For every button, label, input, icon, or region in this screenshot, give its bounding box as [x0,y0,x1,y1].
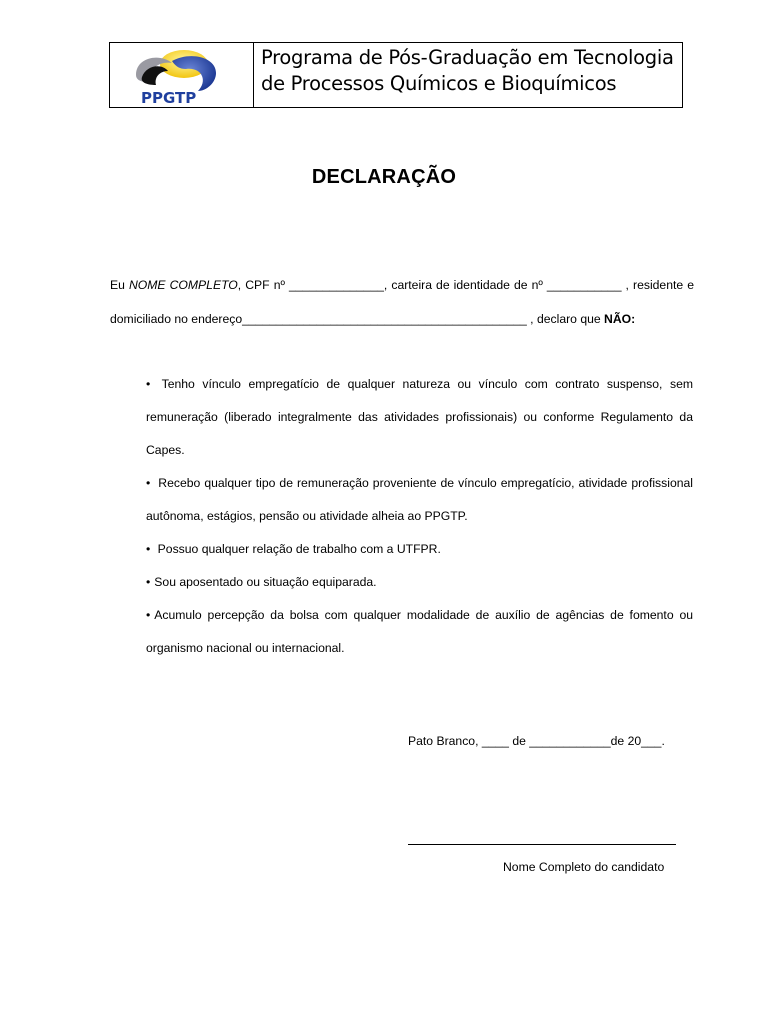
intro-paragraph [110,268,694,336]
date-line: Pato Branco, ____ de ____________de 20___. [408,734,665,748]
ppgtp-logo [132,47,232,107]
signature-line [408,844,676,845]
program-line-1: Programa de Pós-Graduação em Tecnologia [261,46,674,69]
logo-cell [110,43,254,107]
list-item [146,368,693,467]
list-item-text: Sou aposentado ou situação equiparada. [154,575,377,589]
list-item-text: Recebo qualquer tipo de remuneração proveniente de vínculo empregatício, atividade profissional autônoma, estágios, pensão ou atividade alheia ao PPGTP. [146,476,693,523]
declaration-list [146,368,693,665]
intro-eu: Eu [110,278,129,292]
bullet-icon: • [146,575,151,589]
list-item [146,533,693,566]
program-name [254,43,682,107]
intro-nao: NÃO: [604,312,636,326]
list-item [146,599,693,665]
document-header [109,42,683,108]
intro-body: , CPF nº ______________, carteira de identidade de nº ___________ , residente e domiciliado no endereço__________________________________________ , declaro que [110,278,694,326]
list-item [146,467,693,533]
intro-name-placeholder: NOME COMPLETO [128,278,238,292]
logo-text: PPGTP [141,89,197,107]
list-item [146,566,693,599]
document-title: DECLARAÇÃO [311,166,457,188]
bullet-icon: • [146,608,151,622]
signature-label: Nome Completo do candidato [503,860,665,874]
list-item-text: Possuo qualquer relação de trabalho com a UTFPR. [157,542,441,556]
list-item-text: Acumulo percepção da bolsa com qualquer modalidade de auxílio de agências de fomento ou organismo nacional ou internacional. [146,608,693,655]
bullet-icon: • [146,542,151,556]
bullet-icon: • [146,377,151,391]
program-line-2: de Processos Químicos e Bioquímicos [261,72,617,95]
bullet-icon: • [146,476,151,490]
list-item-text: Tenho vínculo empregatício de qualquer natureza ou vínculo com contrato suspenso, sem remuneração (liberado integralmente das atividades profissionais) ou conforme Regulamento da Capes. [146,377,693,457]
